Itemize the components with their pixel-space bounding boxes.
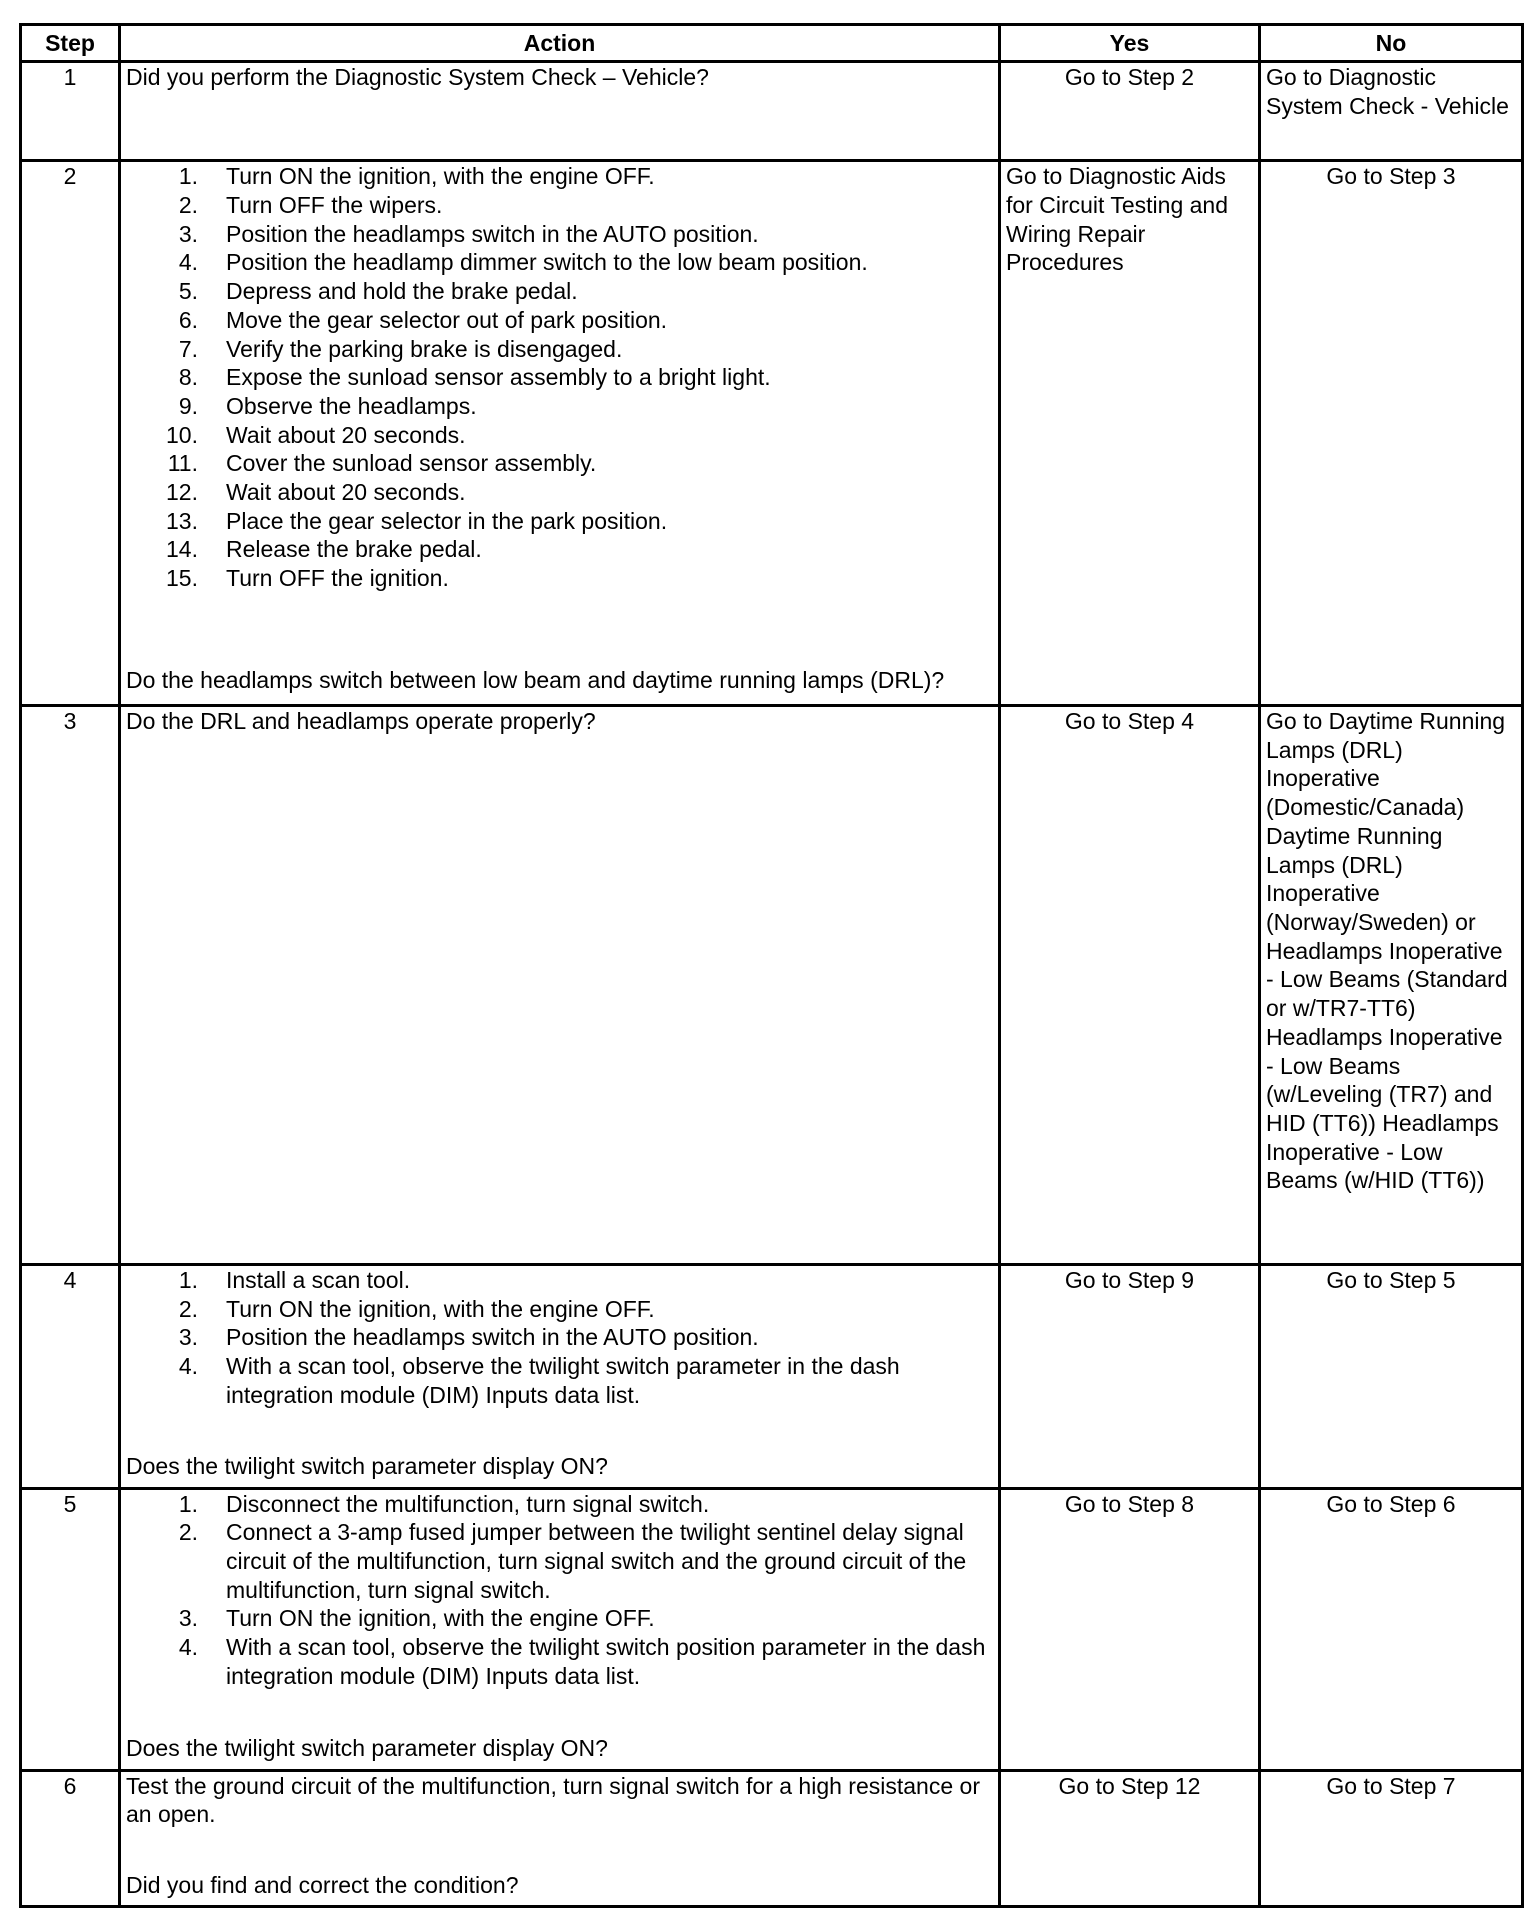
list-item: 6. Move the gear selector out of park position. bbox=[178, 306, 668, 333]
action-text: Did you perform the Diagnostic System Check – Vehicle? bbox=[126, 64, 709, 90]
step-number: 3 bbox=[21, 706, 120, 1265]
table-row bbox=[21, 161, 1523, 706]
question-text: Does the twilight switch parameter display ON? bbox=[126, 1453, 608, 1480]
action-text: Test the ground circuit of the multifunction, turn signal switch for a high resistance or an open. bbox=[126, 1772, 980, 1828]
action-cell bbox=[120, 706, 1000, 1265]
list-item: 2. Turn OFF the wipers. bbox=[178, 192, 443, 219]
action-cell bbox=[120, 1488, 1000, 1770]
no-cell: Go to Step 7 bbox=[1260, 1770, 1523, 1906]
yes-cell: Go to Diagnostic Aids for Circuit Testing and Wiring Repair Procedures bbox=[1000, 161, 1260, 706]
yes-cell: Go to Step 9 bbox=[1000, 1264, 1260, 1488]
action-text: Do the DRL and headlamps operate properly? bbox=[126, 708, 596, 735]
table-row bbox=[21, 1488, 1523, 1770]
list-item: 8. Expose the sunload sensor assembly to a bright light. bbox=[178, 364, 771, 391]
list-item: 1. Install a scan tool. bbox=[178, 1266, 411, 1293]
list-item: 12. Wait about 20 seconds. bbox=[166, 479, 466, 506]
step-number: 4 bbox=[21, 1264, 120, 1488]
action-cell bbox=[120, 161, 1000, 706]
header-yes: Yes bbox=[1000, 25, 1260, 62]
list-item: 10. Wait about 20 seconds. bbox=[166, 421, 466, 448]
list-item: 3. Turn ON the ignition, with the engine OFF. bbox=[178, 1605, 655, 1632]
list-item: 4. With a scan tool, observe the twilight switch position parameter in the dash integration module (DIM) Inputs data list. bbox=[178, 1634, 986, 1689]
diagnostic-table bbox=[19, 23, 1524, 1908]
question-text: Do the headlamps switch between low beam and daytime running lamps (DRL)? bbox=[126, 666, 945, 693]
table-row bbox=[21, 706, 1523, 1265]
procedure-list bbox=[126, 1266, 993, 1410]
table-row bbox=[21, 1770, 1523, 1906]
list-item: 5. Depress and hold the brake pedal. bbox=[178, 278, 578, 305]
list-item: 7. Verify the parking brake is disengaged. bbox=[178, 335, 623, 362]
header-no: No bbox=[1260, 25, 1523, 62]
question-text: Does the twilight switch parameter display ON? bbox=[126, 1734, 608, 1761]
list-item: 4. Position the headlamp dimmer switch to the low beam position. bbox=[178, 249, 868, 276]
list-item: 4. With a scan tool, observe the twilight switch parameter in the dash integration module (DIM) Inputs data list. bbox=[178, 1353, 900, 1408]
list-item: 9. Observe the headlamps. bbox=[178, 392, 477, 419]
diagnostic-document bbox=[19, 23, 1524, 1908]
list-item: 3. Position the headlamps switch in the AUTO position. bbox=[178, 1324, 759, 1351]
list-item: 14. Release the brake pedal. bbox=[166, 536, 482, 563]
yes-cell: Go to Step 2 bbox=[1000, 62, 1260, 161]
yes-cell: Go to Step 8 bbox=[1000, 1488, 1260, 1770]
list-item: 15. Turn OFF the ignition. bbox=[166, 565, 449, 592]
action-cell bbox=[120, 1770, 1000, 1906]
step-number: 1 bbox=[21, 62, 120, 161]
step-number: 2 bbox=[21, 161, 120, 706]
list-item: 2. Turn ON the ignition, with the engine OFF. bbox=[178, 1295, 655, 1322]
list-item: 2. Connect a 3-amp fused jumper between the twilight sentinel delay signal circuit of the multifunction, turn signal switch and the ground circuit of the multifunction, turn signal switch. bbox=[178, 1519, 967, 1603]
table-row bbox=[21, 1264, 1523, 1488]
list-item: 3. Position the headlamps switch in the AUTO position. bbox=[178, 220, 759, 247]
action-cell bbox=[120, 1264, 1000, 1488]
header-row bbox=[21, 25, 1523, 62]
question-text: Did you find and correct the condition? bbox=[126, 1871, 519, 1898]
step-number: 6 bbox=[21, 1770, 120, 1906]
action-cell bbox=[120, 62, 1000, 161]
list-item: 11. Cover the sunload sensor assembly. bbox=[167, 450, 597, 477]
header-step: Step bbox=[21, 25, 120, 62]
table-row bbox=[21, 62, 1523, 161]
yes-cell: Go to Step 4 bbox=[1000, 706, 1260, 1265]
no-cell: Go to Daytime Running Lamps (DRL) Inoperative (Domestic/Canada) Daytime Running Lamps (DRL) Inoperative (Norway/Sweden) or Headlamps Inoperative - Low Beams (Standard or w/TR7-TT6) Headlamps Inoperative - Low Beams (w/Leveling (TR7) and HID (TT6)) Headlamps Inoperative - Low Beams (w/HID (TT6)) bbox=[1260, 706, 1523, 1265]
yes-cell: Go to Step 12 bbox=[1000, 1770, 1260, 1906]
step-number: 5 bbox=[21, 1488, 120, 1770]
procedure-list bbox=[126, 162, 993, 593]
no-cell: Go to Step 3 bbox=[1260, 161, 1523, 706]
list-item: 1. Disconnect the multifunction, turn signal switch. bbox=[178, 1490, 710, 1517]
list-item: 13. Place the gear selector in the park position. bbox=[166, 507, 668, 534]
list-item: 1. Turn ON the ignition, with the engine OFF. bbox=[178, 163, 655, 190]
header-action: Action bbox=[120, 25, 1000, 62]
no-cell: Go to Step 6 bbox=[1260, 1488, 1523, 1770]
procedure-list bbox=[126, 1490, 993, 1691]
no-cell: Go to Step 5 bbox=[1260, 1264, 1523, 1488]
no-cell: Go to Diagnostic System Check - Vehicle bbox=[1260, 62, 1523, 161]
